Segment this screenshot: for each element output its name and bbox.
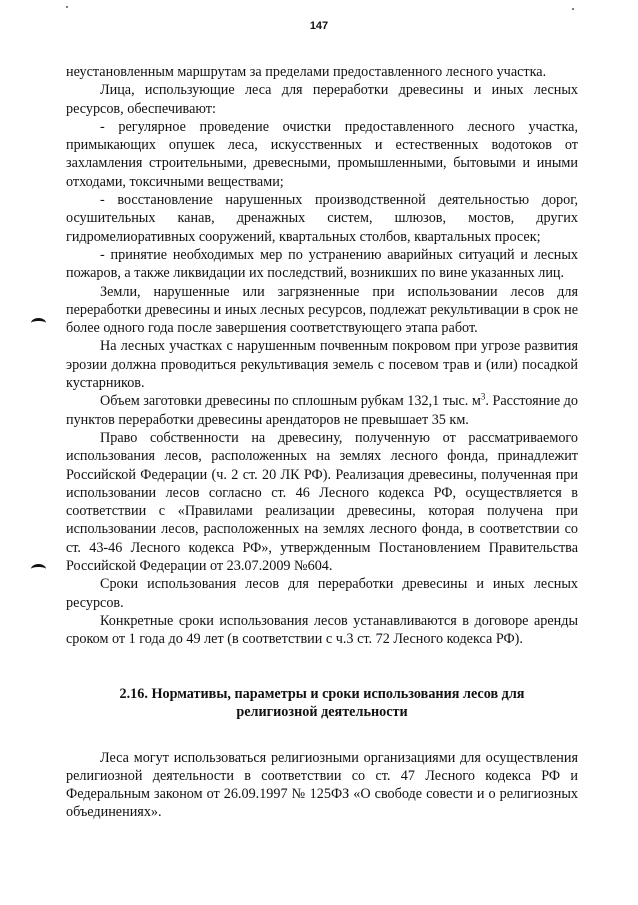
- body-paragraph: На лесных участках с нарушенным почвенным покровом при угрозе развития эрозии должна проводиться рекультивация земель с посевом трав и (или) посадкой кустарников.: [66, 338, 578, 392]
- volume-paragraph: [66, 392, 578, 429]
- page-number: 147: [309, 20, 329, 32]
- section-heading: [66, 685, 578, 721]
- document-body: [66, 63, 578, 822]
- section-heading-line1: 2.16. Нормативы, параметры и сроки использования лесов для: [119, 685, 525, 702]
- body-paragraph: Конкретные сроки использования лесов устанавливаются в договоре аренды сроком от 1 года до 49 лет (в соответствии с ч.3 ст. 72 Лесного кодекса РФ).: [66, 612, 578, 648]
- list-item: - регулярное проведение очистки предоставленного лесного участка, примыкающих опушек леса, искусственных и естественных водотоков от захламления строительными, древесными, промышленными, бытовыми и иными отходами, токсичными веществами;: [66, 118, 578, 190]
- volume-text-before: Объем заготовки древесины по сплошным рубкам 132,1 тыс. м: [100, 393, 481, 410]
- list-item: - принятие необходимых мер по устранению аварийных ситуаций и лесных пожаров, а также ликвидации их последствий, возникших по вине указанных лиц.: [66, 246, 578, 282]
- body-paragraph: Лица, использующие леса для переработки древесины и иных лесных ресурсов, обеспечивают:: [66, 82, 578, 117]
- volume-text-after: . Расстояние до пунктов переработки древесины арендаторов не превышает 35 км.: [66, 393, 578, 428]
- scan-speck: [572, 8, 574, 10]
- scan-speck: [66, 6, 68, 8]
- section-heading-line2: религиозной деятельности: [236, 703, 408, 720]
- hole-punch-mark: [31, 564, 46, 574]
- body-paragraph: Сроки использования лесов для переработки древесины и иных лесных ресурсов.: [66, 576, 578, 611]
- body-paragraph: Земли, нарушенные или загрязненные при использовании лесов для переработки древесины и иных лесных ресурсов, подлежат рекультивации в срок не более одного года после завершения соответствующего этапа работ.: [66, 283, 578, 337]
- body-paragraph: Право собственности на древесину, полученную от рассматриваемого использования лесов, расположенных на землях лесного фонда, принадлежит Российской Федерации (ч. 2 ст. 20 ЛК РФ). Реализация древесины, полученная при использовании лесов согласно ст. 46 Лесного кодекса РФ, осуществляется в соответствии с «Правилами реализации древесины, которая получена при использовании лесов, расположенных на землях лесного фонда, в соответствии со ст. 43-46 Лесного кодекса РФ», утвержденным Постановлением Правительства Российской Федерации от 23.07.2009 №604.: [66, 429, 578, 575]
- list-item: - восстановление нарушенных производственной деятельностью дорог, осушительных канав, дренажных систем, шлюзов, мостов, других гидромелиоративных сооружений, квартальных столбов, квартальных просек;: [66, 192, 578, 245]
- hole-punch-mark: [31, 318, 46, 328]
- body-paragraph: Леса могут использоваться религиозными организациями для осуществления религиозной деятельности в соответствии со ст. 47 Лесного кодекса РФ и Федеральным законом от 26.09.1997 № 125ФЗ «О свободе совести и о религиозных объединениях».: [66, 749, 578, 821]
- volume-superscript: 3: [480, 391, 486, 402]
- body-paragraph: неустановленным маршрутам за пределами предоставленного лесного участка.: [66, 64, 547, 80]
